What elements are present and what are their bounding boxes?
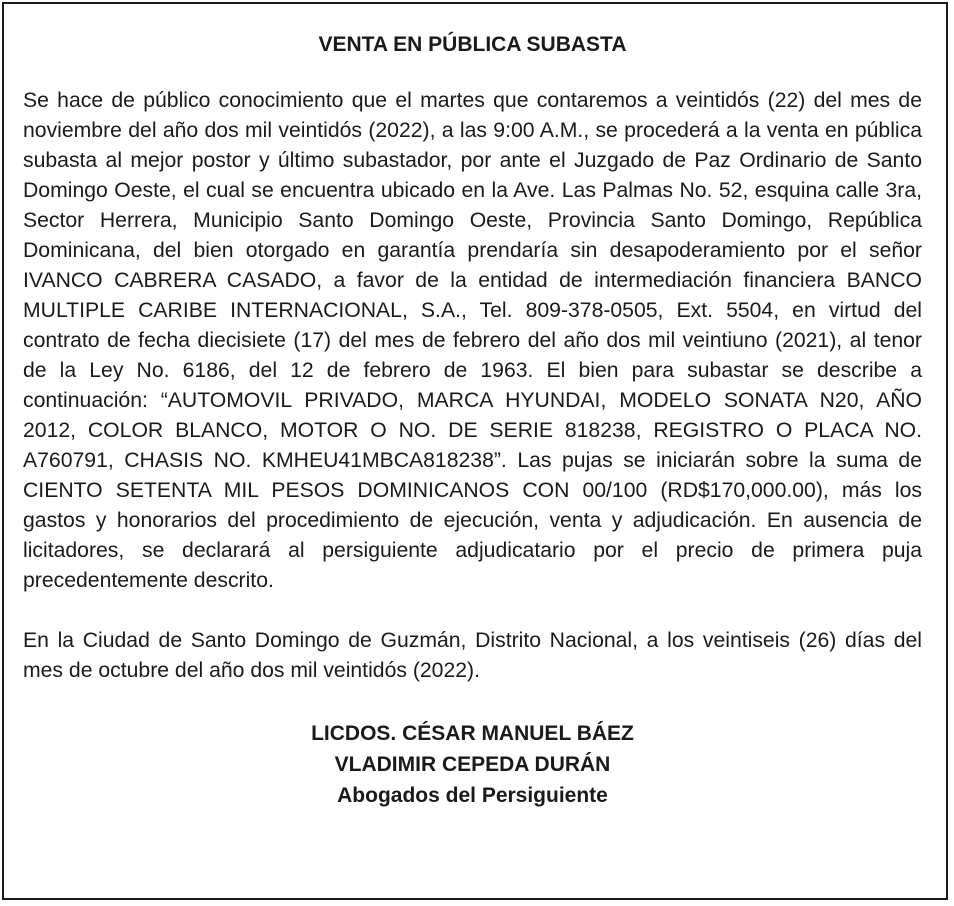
signature-lawyer-2: VLADIMIR CEPEDA DURÁN	[334, 753, 611, 776]
signature-role: Abogados del Persiguiente	[337, 784, 608, 807]
signature-block	[23, 718, 922, 811]
legal-notice	[2, 2, 948, 900]
notice-date-paragraph: En la Ciudad de Santo Domingo de Guzmán, Distrito Nacional, a los veintiseis (26) días del mes de octubre del año dos mil veintidós (2022).	[23, 629, 922, 682]
signature-lawyer-1: LICDOS. CÉSAR MANUEL BÁEZ	[311, 722, 634, 745]
notice-title: VENTA EN PÚBLICA SUBASTA	[318, 33, 627, 56]
notice-body-paragraph: Se hace de público conocimiento que el martes que contaremos a veintidós (22) del mes de noviembre del año dos mil veintidós (2022), a las 9:00 A.M., se procederá a la venta en pública subasta al mejor postor y último subastador, por ante el Juzgado de Paz Ordinario de Santo Domingo Oeste, el cual se encuentra ubicado en la Ave. Las Palmas No. 52, esquina calle 3ra, Sector Herrera, Municipio Santo Domingo Oeste, Provincia Santo Domingo, República Dominicana, del bien otorgado en garantía prendaría sin desapoderamiento por el señor IVANCO CABRERA CASADO, a favor de la entidad de intermediación financiera BANCO MULTIPLE CARIBE INTERNACIONAL, S.A., Tel. 809-378-0505, Ext. 5504, en virtud del contrato de fecha diecisiete (17) del mes de febrero del año dos mil veintiuno (2021), al tenor de la Ley No. 6186, del 12 de febrero de 1963. El bien para subastar se describe a continuación: “AUTOMOVIL PRIVADO, MARCA HYUNDAI, MODELO SONATA N20, AÑO 2012, COLOR BLANCO, MOTOR O NO. DE SERIE 818238, REGISTRO O PLACA NO. A760791, CHASIS NO. KMHEU41MBCA818238”. Las pujas se iniciarán sobre la suma de CIENTO SETENTA MIL PESOS DOMINICANOS CON 00/100 (RD$170,000.00), más los gastos y honorarios del procedimiento de ejecución, venta y adjudicación. En ausencia de licitadores, se declarará al persiguiente adjudicatario por el precio de primera puja precedentemente descrito.	[23, 89, 922, 592]
